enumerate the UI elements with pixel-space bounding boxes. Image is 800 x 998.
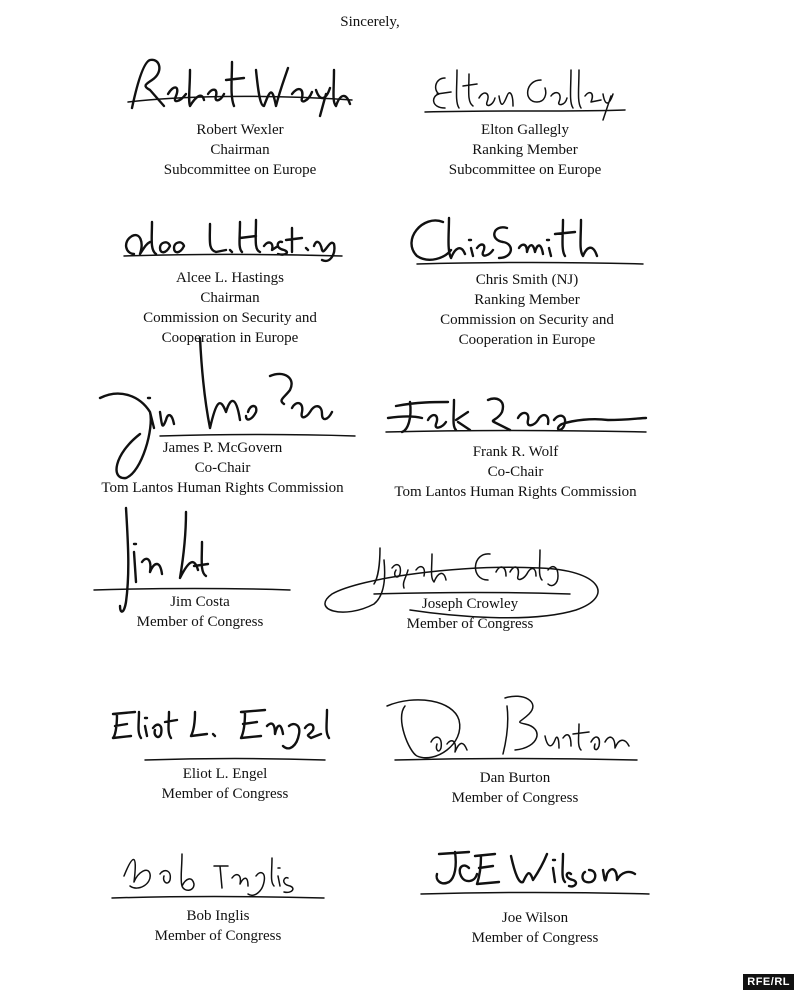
signature-hastings xyxy=(110,198,350,268)
signatory-name: Chris Smith (NJ) xyxy=(475,272,579,288)
signatory-title: Ranking Member xyxy=(474,292,580,308)
signatory-name: Alcee L. Hastings xyxy=(176,270,284,286)
signature-block-wexler xyxy=(120,50,360,180)
signatory-name: Joseph Crowley xyxy=(421,596,519,612)
signature-block-burton xyxy=(375,698,655,808)
signatory-title: Member of Congress xyxy=(406,616,534,632)
signature-gallegly xyxy=(405,50,645,120)
signatory-name: Robert Wexler xyxy=(196,122,284,138)
signature-block-gallegly xyxy=(405,50,645,180)
signatory-title: Co-Chair xyxy=(487,464,544,480)
closing-salutation: Sincerely, xyxy=(340,14,400,30)
signatory-name: Jim Costa xyxy=(170,594,230,610)
signatory-affiliation: Cooperation in Europe xyxy=(458,332,596,348)
signature-block-wilson xyxy=(415,838,655,948)
signature-costa xyxy=(90,522,310,592)
source-watermark: RFE/RL xyxy=(743,974,794,990)
signature-block-mcgovern xyxy=(70,368,375,498)
signatory-name: Frank R. Wolf xyxy=(472,444,559,460)
signature-mcgovern xyxy=(70,368,375,438)
signature-smith xyxy=(403,200,651,270)
signature-block-costa xyxy=(90,522,310,632)
signatory-title: Member of Congress xyxy=(161,786,289,802)
signatory-name: Dan Burton xyxy=(479,770,551,786)
signature-block-engel xyxy=(95,694,355,804)
signatory-name: Bob Inglis xyxy=(186,908,250,924)
signatory-title: Chairman xyxy=(200,290,260,306)
signature-wexler xyxy=(120,50,360,120)
signatory-affiliation: Tom Lantos Human Rights Commission xyxy=(394,484,637,500)
signature-block-wolf xyxy=(378,372,653,502)
signatory-name: Eliot L. Engel xyxy=(182,766,268,782)
signatory-affiliation: Tom Lantos Human Rights Commission xyxy=(101,480,344,496)
signatory-title: Member of Congress xyxy=(154,928,282,944)
signatory-title: Ranking Member xyxy=(472,142,578,158)
signatory-affiliation: Cooperation in Europe xyxy=(161,330,299,346)
signatory-affiliation: Subcommittee on Europe xyxy=(163,162,317,178)
signatory-affiliation: Commission on Security and xyxy=(143,310,317,326)
signatory-name: Elton Gallegly xyxy=(481,122,569,138)
signatory-title: Member of Congress xyxy=(451,790,579,806)
signatory-name: James P. McGovern xyxy=(162,440,283,456)
signatory-affiliation: Subcommittee on Europe xyxy=(448,162,602,178)
signatory-title: Chairman xyxy=(210,142,270,158)
signature-engel xyxy=(95,694,355,764)
signatory-name: Joe Wilson xyxy=(501,910,569,926)
signature-block-smith xyxy=(403,200,651,350)
signatory-title: Co-Chair xyxy=(194,460,251,476)
signature-wolf xyxy=(378,372,653,442)
signature-block-inglis xyxy=(108,836,328,946)
signature-block-hastings xyxy=(110,198,350,348)
signatory-title: Member of Congress xyxy=(471,930,599,946)
signature-burton xyxy=(375,698,655,768)
signature-inglis xyxy=(108,836,328,906)
signature-block-crowley xyxy=(340,524,600,634)
signatory-title: Member of Congress xyxy=(136,614,264,630)
signatory-affiliation: Commission on Security and xyxy=(440,312,614,328)
signature-wilson xyxy=(415,838,655,908)
signature-crowley xyxy=(340,524,600,594)
